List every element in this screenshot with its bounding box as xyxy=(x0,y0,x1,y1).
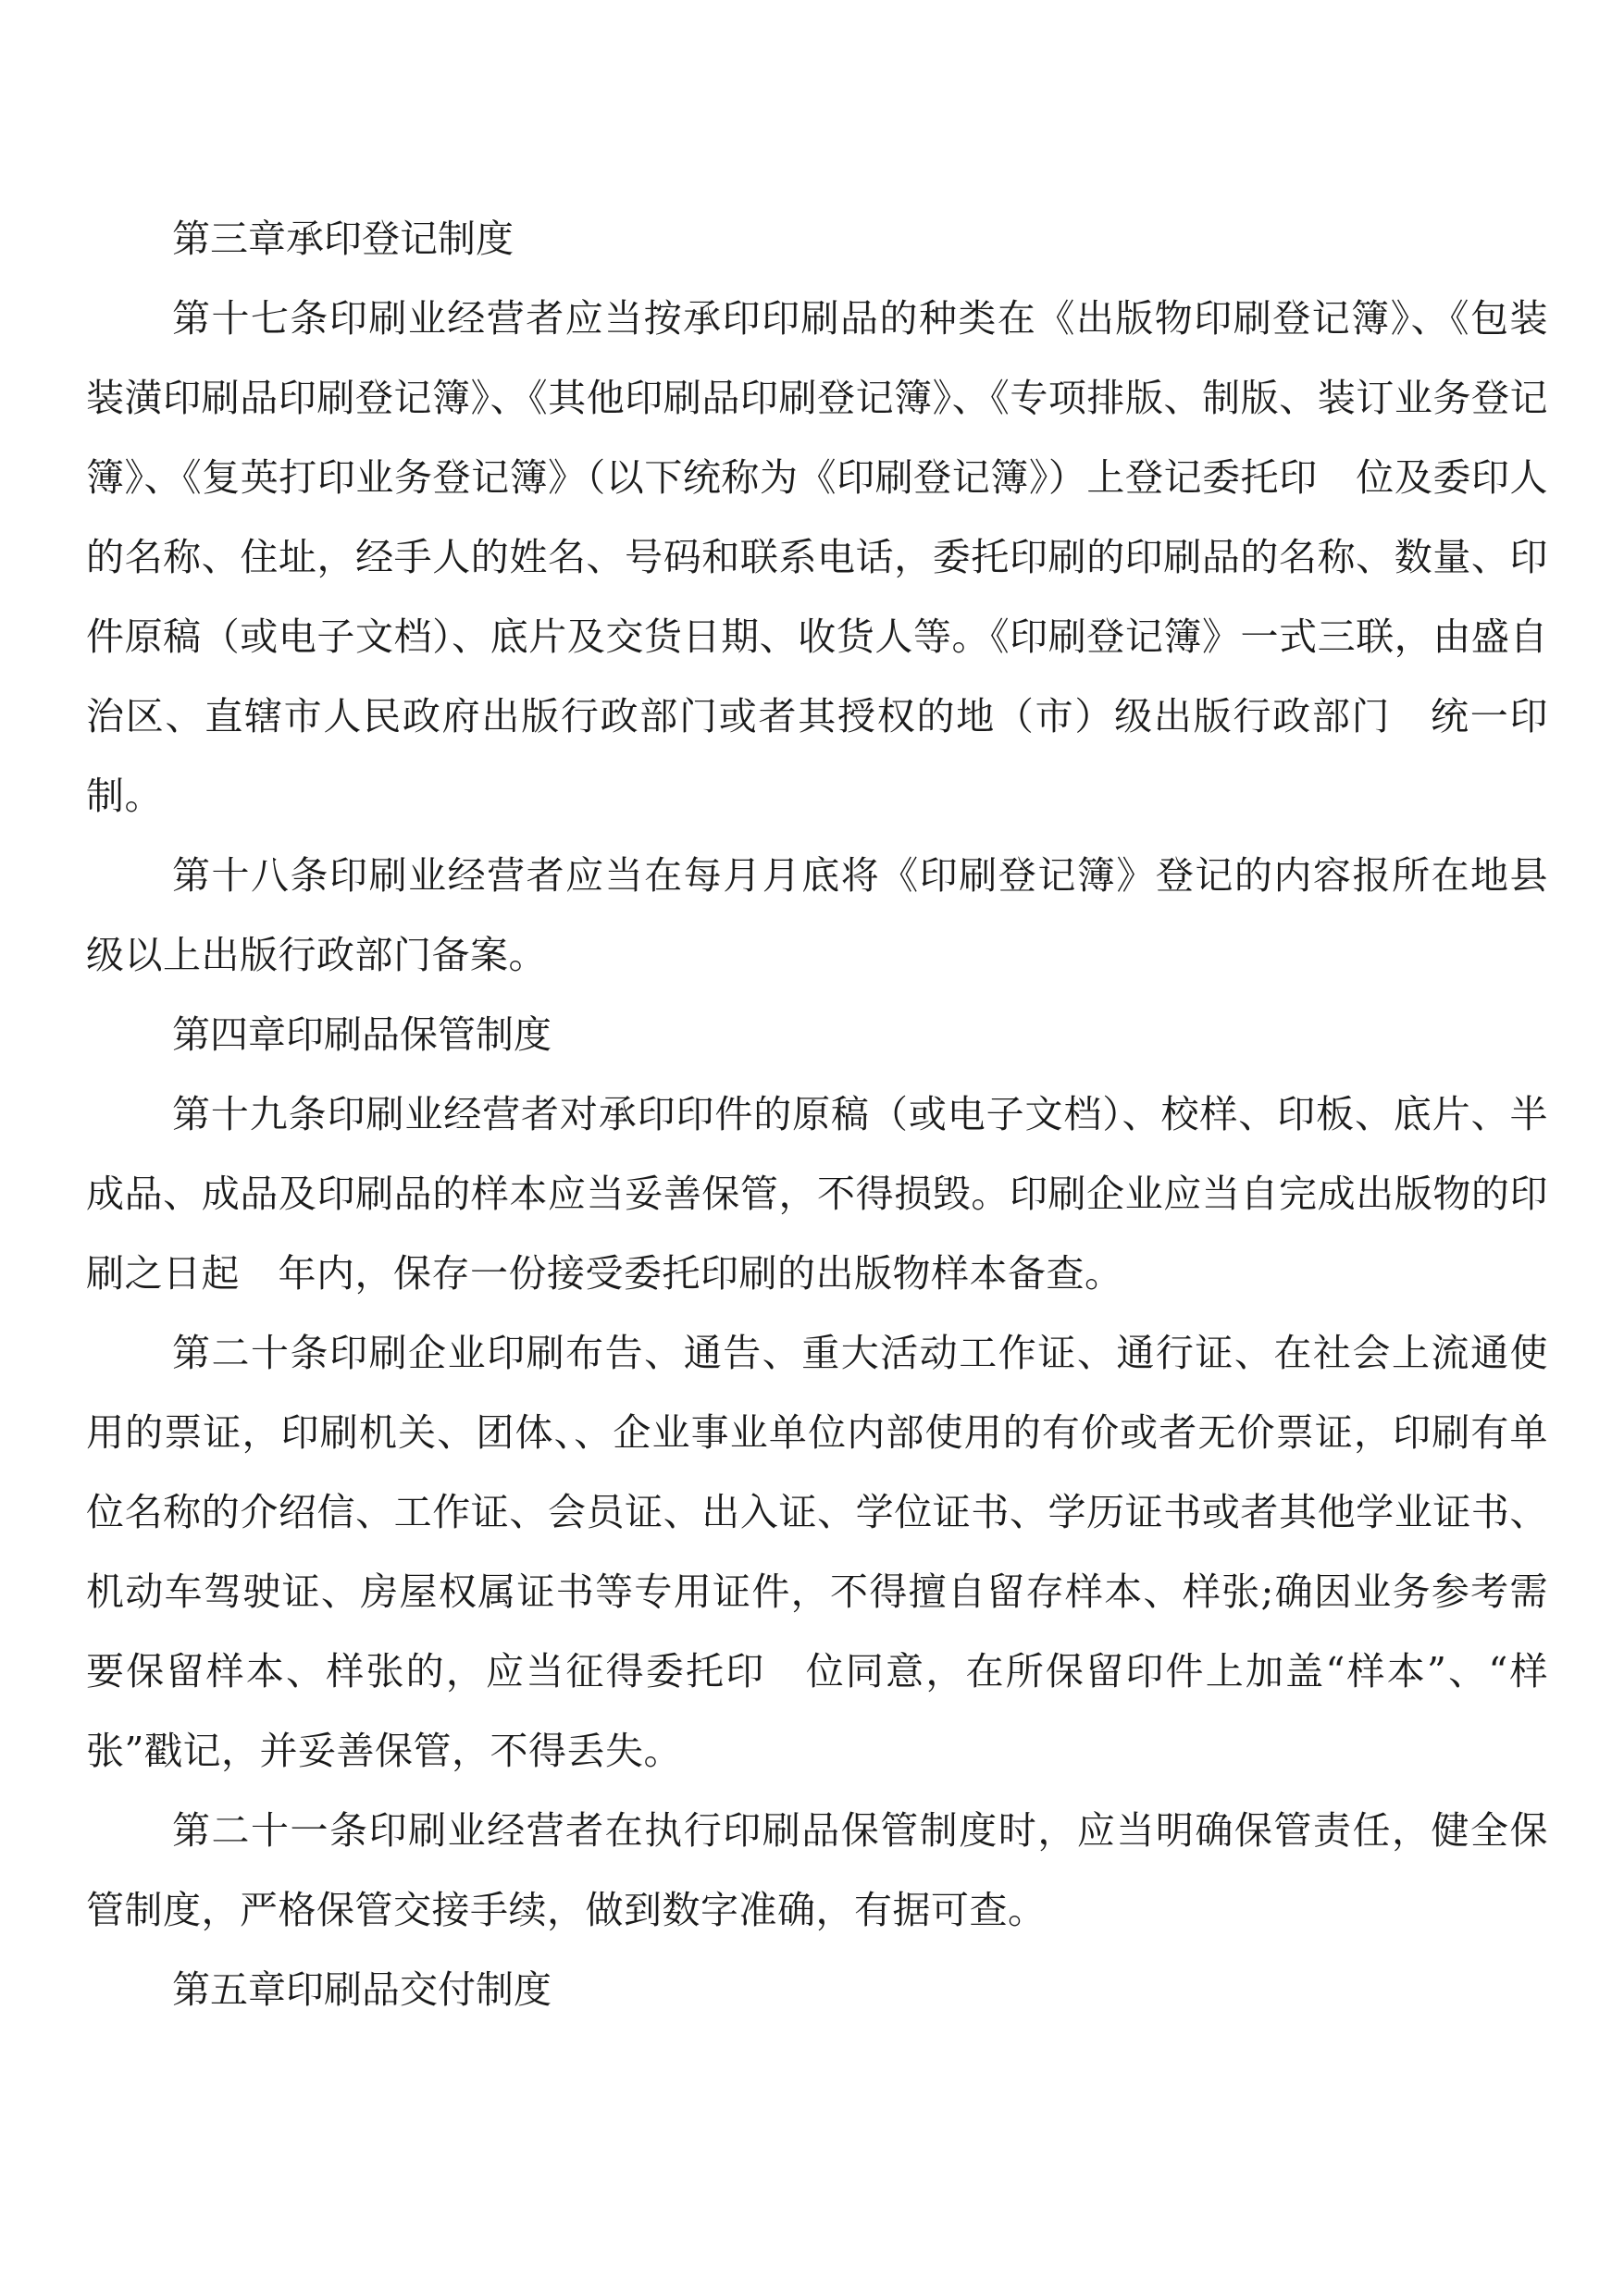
chapter-heading: 第三章承印登记制度 xyxy=(172,217,514,261)
article-paragraph: 第十七条印刷业经营者应当按承印印刷品的种类在《出版物印刷登记簿》、《包装装潢印刷品印刷登记簿》、《其他印刷品印刷登记簿》、《专项排版、制版、装订业务登记簿》、《复英打印业务登记簿》（以下统称为《印刷登记簿》）上登记委托印 位及委印人的名称、住址，经手人的姓名、号码和联系电话，委托印刷的印刷品的名称、数量、印件原稿（或电子文档）、底片及交货日期、收货人等。《印刷登记簿》一式三联，由盛自治区、直辖市人民政府出版行政部门或者其授权的地（市）级出版行政部门 统一印制。 xyxy=(86,296,1548,818)
document-body xyxy=(86,199,1548,2029)
chapter-heading: 第五章印刷品交付制度 xyxy=(172,1967,552,2012)
article-paragraph: 第二十一条印刷业经营者在执行印刷品保管制度时，应当明确保管责任，健全保管制度，严格保管交接手续，做到数字准确，有据可查。 xyxy=(86,1808,1548,1932)
article-paragraph: 第十九条印刷业经营者对承印印件的原稿（或电子文档）、校样、印板、底片、半成品、成品及印刷品的样本应当妥善保管，不得损毁。印刷企业应当自完成出版物的印刷之日起 年内，保存一份接受委托印刷的出版物样本备查。 xyxy=(86,1092,1548,1296)
article-paragraph: 第二十条印刷企业印刷布告、通告、重大活动工作证、通行证、在社会上流通使用的票证，印刷机关、团体、、企业事业单位内部使用的有价或者无价票证，印刷有单位名称的介绍信、工作证、会员证、出入证、学位证书、学历证书或者其他学业证书、机动车驾驶证、房屋权属证书等专用证件，不得擅自留存样本、样张;确因业务参考需要保留样本、样张的，应当征得委托印 位同意，在所保留印件上加盖“样本”、“样张”戳记，并妥善保管，不得丢失。 xyxy=(86,1331,1548,1773)
chapter-heading: 第四章印刷品保管制度 xyxy=(172,1012,552,1057)
article-paragraph: 第十八条印刷业经营者应当在每月月底将《印刷登记簿》登记的内容报所在地县级以上出版行政部门备案。 xyxy=(86,853,1548,977)
